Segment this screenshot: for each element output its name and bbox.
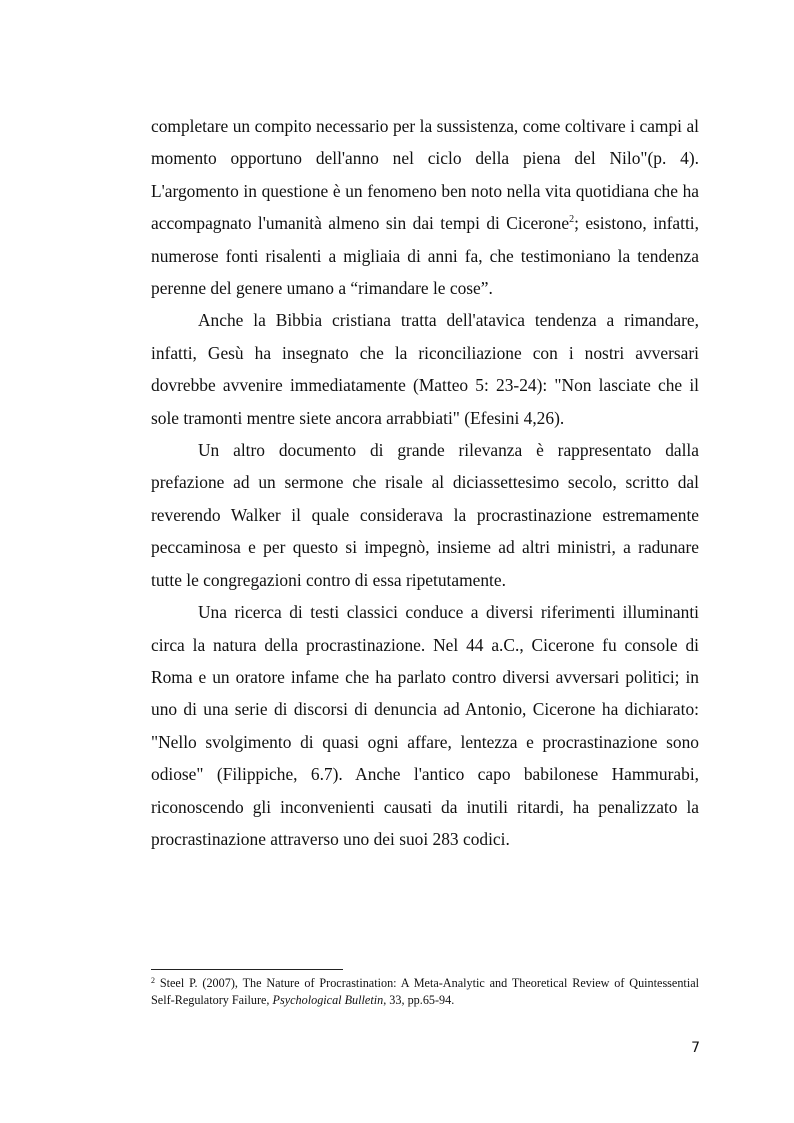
paragraph-3: Un altro documento di grande rilevanza è rappresentato dalla prefazione ad un sermone che risale al diciassettesimo secolo, scritto dal reverendo Walker il quale considerava la procrastinazione estremamente peccaminosa e per questo si impegnò, insieme ad altri ministri, a radunare tutte le congregazioni contro di essa ripetutamente. [151,440,699,590]
paragraph-4: Una ricerca di testi classici conduce a diversi riferimenti illuminanti circa la natura della procrastinazione. Nel 44 a.C., Cicerone fu console di Roma e un oratore infame che ha parlato contro diversi avversari politici; in uno di una serie di discorsi di denuncia ad Antonio, Cicerone ha dichiarato: "Nello svolgimento di quasi ogni affare, lentezza e procrastinazione sono odiose" (Filippiche, 6.7). Anche l'antico capo babilonese Hammurabi, riconoscendo gli inconvenienti causati da inutili ritardi, ha penalizzato la procrastinazione attraverso uno dei suoi 283 codici. [151,602,699,849]
footnote [151,975,699,1009]
page-number: 7 [691,1040,700,1056]
footnote-text-before: Steel P. (2007), The Nature of Procrastination: A Meta-Analytic and Theoretical Review of Quintessential Self-Regulatory Failure, [151,976,699,1007]
paragraph-1 [151,110,699,304]
body-text [151,110,699,855]
footnote-separator [151,969,343,970]
paragraph-2: Anche la Bibbia cristiana tratta dell'atavica tendenza a rimandare, infatti, Gesù ha insegnato che la riconciliazione con i nostri avversari dovrebbe avvenire immediatamente (Matteo 5: 23-24): "Non lasciate che il sole tramonti mentre siete ancora arrabbiati" (Efesini 4,26). [151,310,699,428]
footnote-text-after: , 33, pp.65-94. [383,993,455,1007]
footnote-journal: Psychological Bulletin [272,993,384,1007]
footnote-reference[interactable]: 2 [569,214,575,226]
footnote-number: 2 [151,976,155,985]
paragraph-1-text-after-note: ; esistono, infatti, numerose fonti risalenti a migliaia di anni fa, che testimoniano la tendenza perenne del genere umano a “rimandare le cose”. [151,213,699,299]
paragraph-1-text-before-note: completare un compito necessario per la sussistenza, come coltivare i campi al momento opportuno dell'anno nel ciclo della piena del Nilo"(p. 4). L'argomento in questione è un fenomeno ben noto nella vita quotidiana che ha accompagnato l'umanità almeno sin dai tempi di Cicerone [151,116,699,234]
